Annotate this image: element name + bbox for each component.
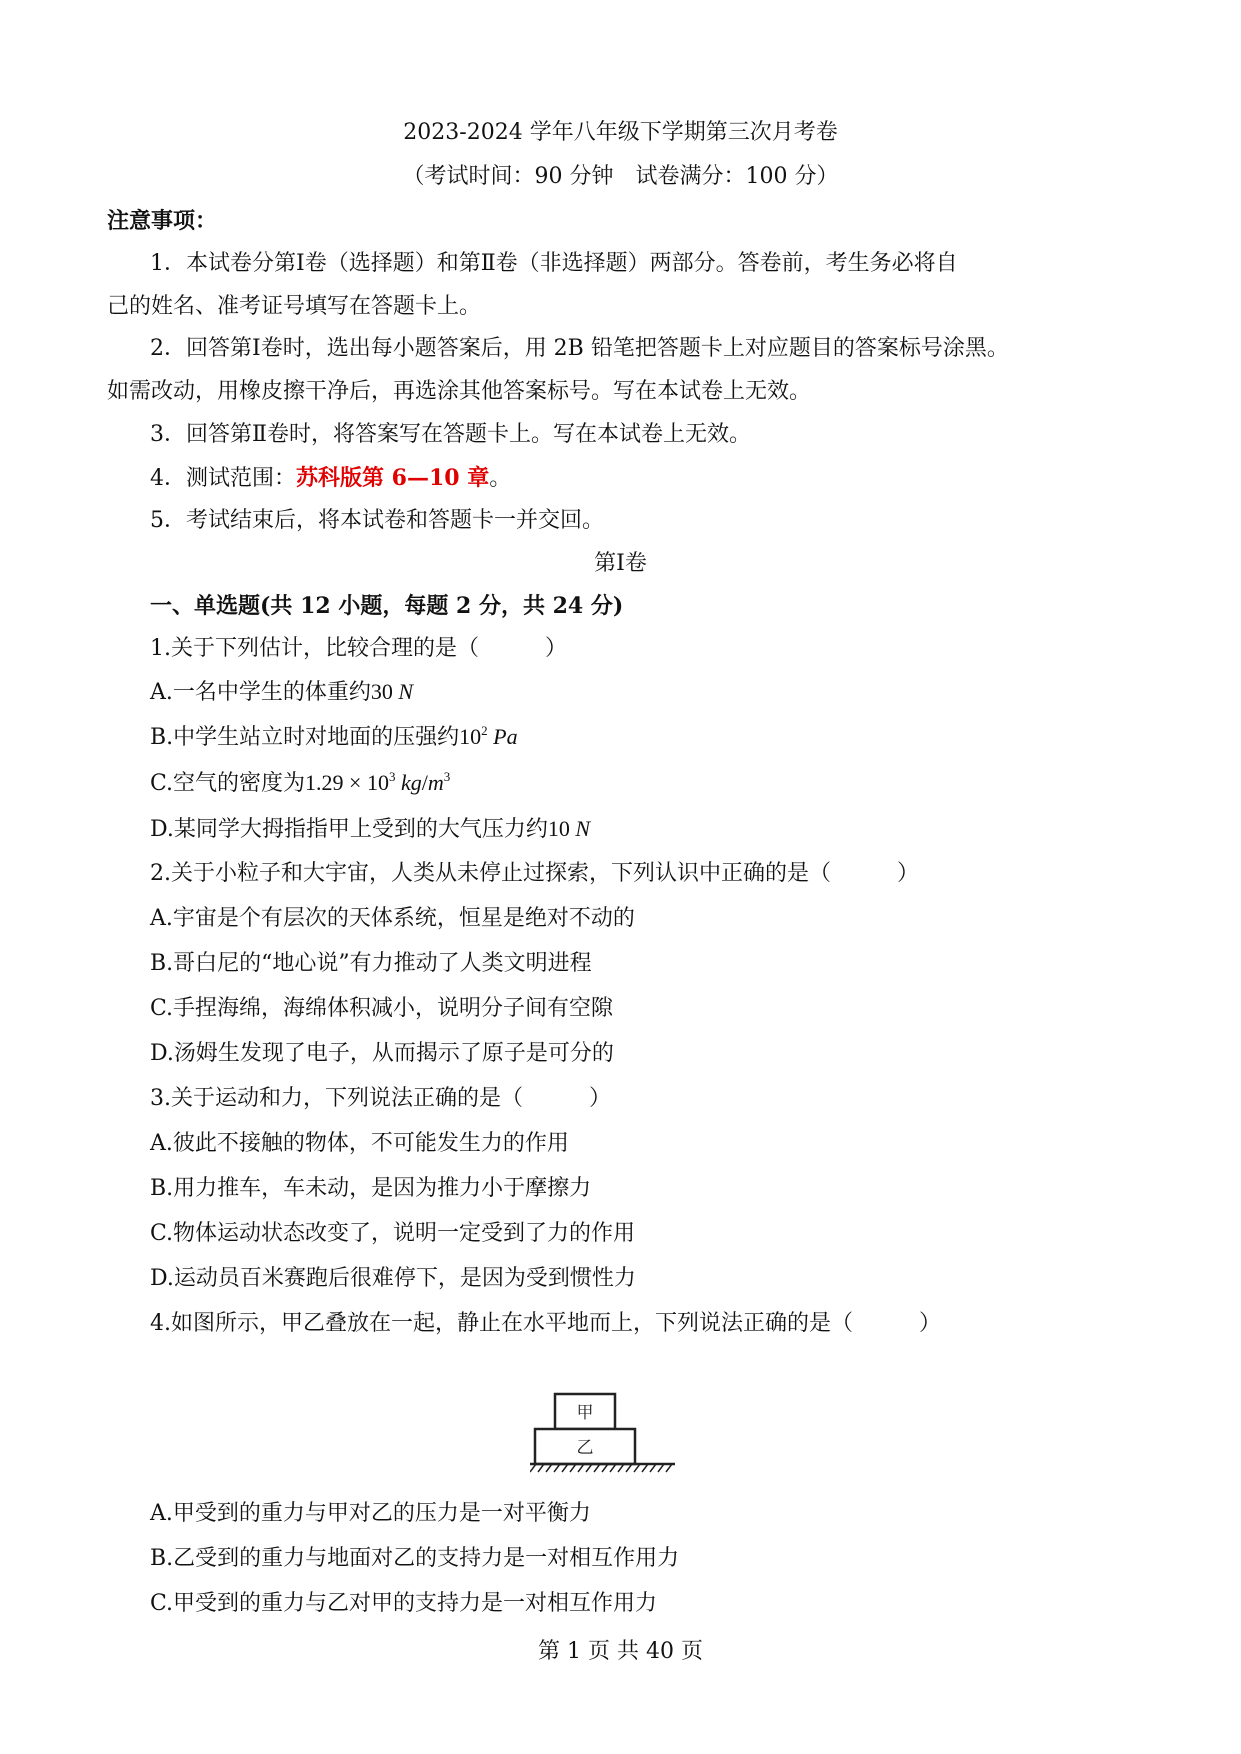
q1-a-text: A.一名中学生的体重约 xyxy=(150,680,371,705)
note-4-scope: 苏科版第 6—10 章 xyxy=(296,465,490,491)
q1-b-text: B.中学生站立时对地面的压强约 xyxy=(150,725,460,750)
q4-option-b: B.乙受到的重力与地面对乙的支持力是一对相互作用力 xyxy=(150,1546,680,1571)
q1-a-value: 30 N xyxy=(370,679,414,704)
volume-title: 第Ⅰ卷 xyxy=(594,551,647,576)
q1-c-text: C.空气的密度为 xyxy=(150,771,306,796)
q1-stem: 1.关于下列估计，比较合理的是（ ） xyxy=(150,636,567,661)
note-1-line-1: 1．本试卷分第Ⅰ卷（选择题）和第Ⅱ卷（非选择题）两部分。答卷前，考生务必将自 xyxy=(150,251,958,276)
q1-option-a xyxy=(150,677,413,708)
exam-subtitle: （考试时间：90 分钟 试卷满分：100 分） xyxy=(402,164,839,189)
stacked-blocks-figure xyxy=(530,1392,675,1474)
note-5: 5．考试结束后，将本试卷和答题卡一并交回。 xyxy=(150,508,604,533)
note-3: 3．回答第Ⅱ卷时，将答案写在答题卡上。写在本试卷上无效。 xyxy=(150,422,751,447)
notes-heading: 注意事项： xyxy=(107,208,218,234)
exam-title: 2023-2024 学年八年级下学期第三次月考卷 xyxy=(403,120,838,145)
q2-option-b: B.哥白尼的“地心说”有力推动了人类文明进程 xyxy=(150,951,592,976)
q3-option-d: D.运动员百米赛跑后很难停下，是因为受到惯性力 xyxy=(150,1266,636,1291)
q4-option-c: C.甲受到的重力与乙对甲的支持力是一对相互作用力 xyxy=(150,1591,658,1616)
q3-option-c: C.物体运动状态改变了，说明一定受到了力的作用 xyxy=(150,1221,636,1246)
q1-d-text: D.某同学大拇指指甲上受到的大气压力约 xyxy=(150,817,548,842)
q2-stem: 2.关于小粒子和大宇宙，人类从未停止过探索，下列认识中正确的是（ ） xyxy=(150,861,919,886)
q4-option-a: A.甲受到的重力与甲对乙的压力是一对平衡力 xyxy=(150,1501,591,1526)
note-4-suffix: 。 xyxy=(489,466,512,491)
q2-option-d: D.汤姆生发现了电子，从而揭示了原子是可分的 xyxy=(150,1041,614,1066)
q4-stem: 4.如图所示，甲乙叠放在一起，静止在水平地而上，下列说法正确的是（ ） xyxy=(150,1311,941,1336)
block-yi-label: 乙 xyxy=(576,1438,594,1458)
block-jia-label: 甲 xyxy=(576,1403,594,1423)
section-title: 一、单选题(共 12 小题，每题 2 分，共 24 分) xyxy=(150,593,624,619)
note-4-prefix: 4．测试范围： xyxy=(150,466,296,491)
note-2-line-2: 如需改动，用橡皮擦干净后，再选涂其他答案标号。写在本试卷上无效。 xyxy=(107,379,812,404)
note-1-line-2: 己的姓名、准考证号填写在答题卡上。 xyxy=(107,294,482,319)
note-2-line-1: 2．回答第Ⅰ卷时，选出每小题答案后，用 2B 铅笔把答题卡上对应题目的答案标号涂黑。 xyxy=(150,336,1009,361)
q1-option-c xyxy=(150,768,450,799)
q2-option-c: C.手捏海绵，海绵体积减小，说明分子间有空隙 xyxy=(150,996,614,1021)
q1-option-d xyxy=(150,814,590,845)
q1-d-value: 10 N xyxy=(547,816,591,841)
page-footer: 第 1 页 共 40 页 xyxy=(538,1639,703,1664)
q1-b-value: $10^2$ Pa xyxy=(459,723,518,749)
note-4 xyxy=(150,463,511,494)
q3-option-a: A.彼此不接触的物体，不可能发生力的作用 xyxy=(150,1131,569,1156)
q2-option-a: A.宇宙是个有层次的天体系统，恒星是绝对不动的 xyxy=(150,906,635,931)
q3-stem: 3.关于运动和力，下列说法正确的是（ ） xyxy=(150,1086,611,1111)
q1-option-b xyxy=(150,722,518,753)
q1-c-value: $1.29 \times 10^3$ $kg/m^3$ xyxy=(305,769,451,795)
q3-option-b: B.用力推车，车未动，是因为推力小于摩擦力 xyxy=(150,1176,592,1201)
